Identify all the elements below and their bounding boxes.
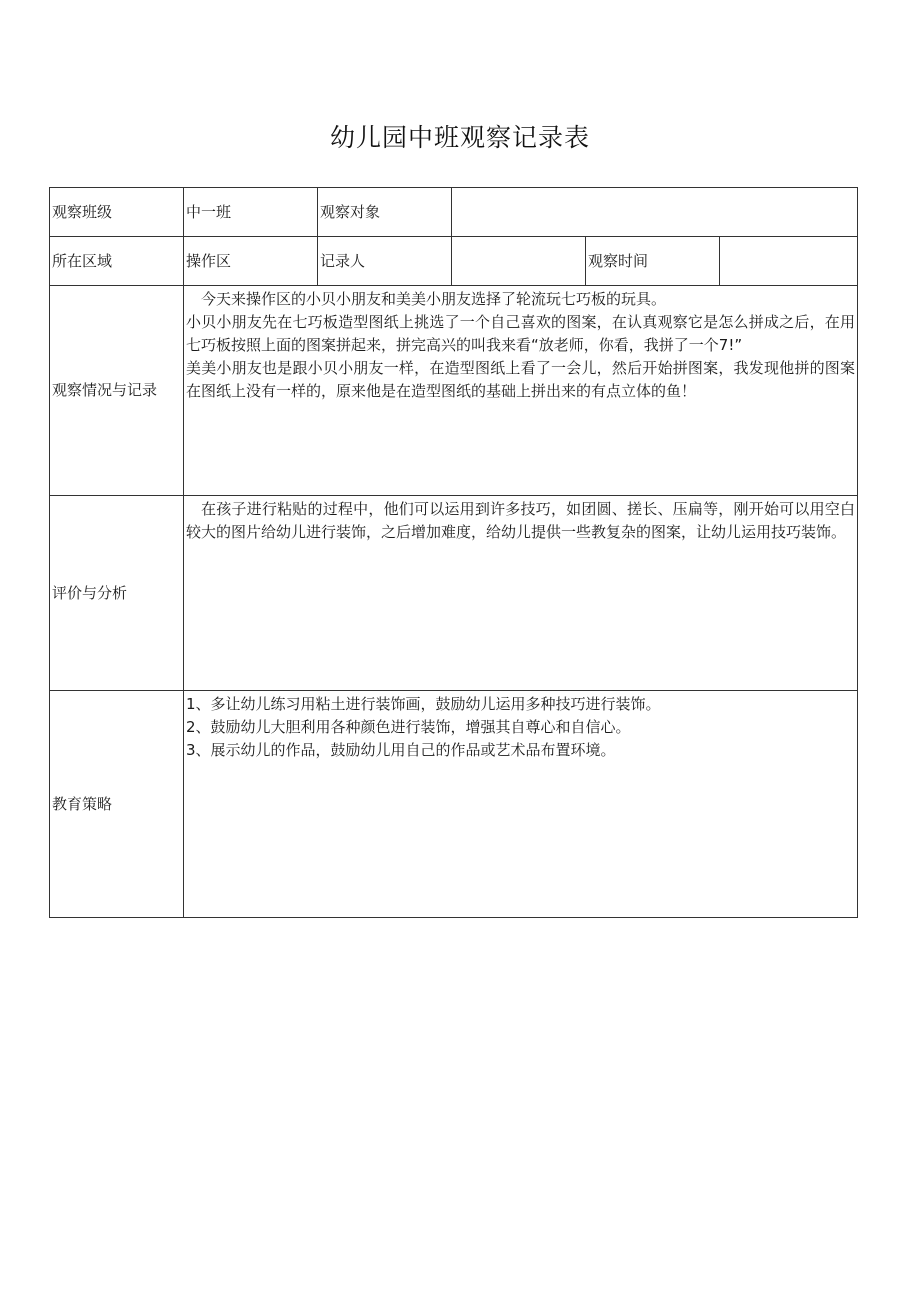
observation-content (184, 286, 858, 496)
recorder-label: 记录人 (318, 237, 452, 286)
strategy-item: 2、鼓励幼儿大胆利用各种颜色进行装饰，增强其自尊心和自信心。 (186, 718, 631, 736)
class-value: 中一班 (184, 188, 318, 237)
evaluation-content (184, 496, 858, 691)
table-row-observation (50, 286, 858, 496)
strategy-content (184, 691, 858, 918)
observation-paragraph: 今天来操作区的小贝小朋友和美美小朋友选择了轮流玩七巧板的玩具。 (201, 290, 667, 308)
area-label: 所在区域 (50, 237, 184, 286)
table-row-strategy (50, 691, 858, 918)
subject-value (452, 188, 858, 237)
strategy-item: 3、展示幼儿的作品，鼓励幼儿用自己的作品或艺术品布置环境。 (186, 741, 616, 759)
observation-record-table (49, 187, 858, 918)
table-row-evaluation (50, 496, 858, 691)
table-row-class (50, 188, 858, 237)
strategy-item: 1、多让幼儿练习用粘土进行装饰画，鼓励幼儿运用多种技巧进行装饰。 (186, 695, 661, 713)
observation-paragraph: 美美小朋友也是跟小贝小朋友一样，在造型图纸上看了一会儿，然后开始拼图案，我发现他拼的图案在图纸上没有一样的，原来他是在造型图纸的基础上拼出来的有点立体的鱼！ (186, 359, 856, 400)
subject-label: 观察对象 (318, 188, 452, 237)
recorder-value (452, 237, 586, 286)
strategy-label: 教育策略 (50, 691, 184, 918)
time-value (720, 237, 858, 286)
time-label: 观察时间 (586, 237, 720, 286)
evaluation-text: 在孩子进行粘贴的过程中，他们可以运用到许多技巧，如团圆、搓长、压扁等，刚开始可以用空白较大的图片给幼儿进行装饰，之后增加难度，给幼儿提供一些教复杂的图案，让幼儿运用技巧装饰。 (186, 500, 856, 541)
class-label: 观察班级 (50, 188, 184, 237)
evaluation-label: 评价与分析 (50, 496, 184, 691)
observation-label: 观察情况与记录 (50, 286, 184, 496)
area-value: 操作区 (184, 237, 318, 286)
page-title: 幼儿园中班观察记录表 (329, 123, 590, 152)
observation-paragraph: 小贝小朋友先在七巧板造型图纸上挑选了一个自己喜欢的图案，在认真观察它是怎么拼成之后，在用七巧板按照上面的图案拼起来，拼完高兴的叫我来看“放老师，你看，我拼了一个7!” (186, 313, 856, 354)
table-row-area (50, 237, 858, 286)
